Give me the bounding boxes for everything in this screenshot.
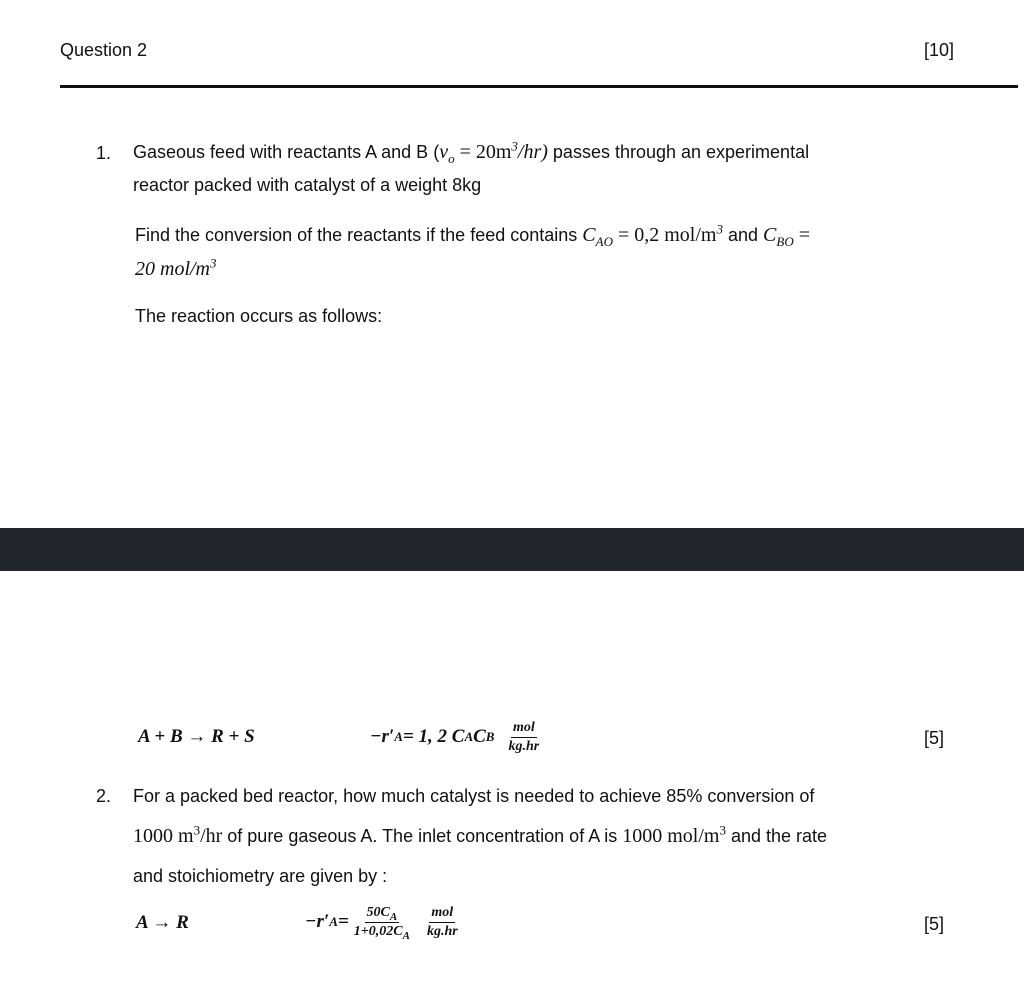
q2-line1: For a packed bed reactor, how much catalyst is needed to achieve 85% conversion of [133, 786, 815, 806]
q2-line2-mid: of pure gaseous A. The inlet concentration of A is [222, 826, 623, 846]
q2-flow-unit: /hr [200, 825, 223, 847]
header-divider [60, 85, 1018, 88]
q1-unit-fraction [506, 720, 541, 755]
q1-number: 1. [96, 143, 112, 163]
q1-line1-post: passes through an experimental [547, 142, 810, 162]
cb0-exp: 3 [210, 255, 217, 271]
cb0-eq: = [793, 224, 810, 246]
q2-rate-lhs: −r′ [305, 911, 330, 932]
q1-line1-pre: Gaseous feed with reactants A and B ( [133, 142, 440, 162]
q1-reaction-intro: The reaction occurs as follows: [135, 306, 383, 326]
q2-line3: and stoichiometry are given by : [133, 866, 388, 886]
q1-find-line [135, 221, 810, 249]
question-title: Question 2 [60, 40, 148, 60]
q2-frac-num-sub: A [389, 910, 398, 923]
ca0-symbol: C [582, 224, 596, 246]
v0-value: = 20m [454, 141, 512, 163]
dark-band [0, 528, 1024, 571]
total-marks: [10] [924, 40, 955, 60]
q2-frac-den: 1+0,02C [353, 923, 403, 939]
ca0-sub: AO [595, 234, 613, 249]
q2-unit-num: mol [429, 905, 455, 923]
q2-frac-den-sub: A [402, 929, 410, 942]
q1-line2: reactor packed with catalyst of a weight 8kg [133, 175, 482, 195]
q2-flow: 1000 m [133, 825, 194, 847]
q2-flow-exp: 3 [193, 822, 201, 838]
q1-unit-num: mol [511, 720, 537, 738]
cb0-sub: BO [776, 234, 794, 249]
q1-marks: [5] [924, 728, 945, 748]
q1-rate-cb: C [473, 726, 486, 747]
and-word: and [722, 225, 764, 245]
q1-line1 [133, 138, 810, 166]
q2-rate-fraction [352, 905, 412, 940]
q2-unit-fraction [425, 905, 460, 940]
q1-reaction: A + B → R + S [138, 726, 255, 747]
q1-unit-den: kg.hr [508, 738, 540, 754]
q2-conc-exp: 3 [719, 822, 726, 838]
q2-unit-den: kg.hr [426, 923, 458, 939]
q2-rate-expression: −r′ A = $\frac{50C_A}{1+0,02C_A}$ $\frac{\text{mol}}{kg.hr}$ [305, 904, 458, 942]
cb0-value: 20 mol/m [135, 258, 210, 280]
q2-marks: [5] [924, 914, 945, 934]
cb0-value-line [135, 255, 217, 281]
v0-symbol: v [439, 141, 449, 163]
ca0-exp: 3 [716, 221, 723, 237]
q1-rate-expression: −r′ A = 1, 2 C A C B $\frac{\text{mol}}{kg.hr}$ [370, 719, 540, 754]
q2-rate-eq: = [337, 911, 349, 932]
v0-unit: /hr) [517, 141, 548, 163]
cb0-symbol: C [763, 224, 777, 246]
q2-conc: 1000 mol/m [622, 825, 720, 847]
v0-sub: o [448, 151, 455, 166]
q1-rate-rhs: = 1, 2 C [402, 726, 465, 747]
q2-reaction: A → R [136, 912, 189, 933]
q2-line2 [133, 822, 828, 848]
ca0-value: = 0,2 mol/m [612, 224, 717, 246]
q1-rate-lhs: −r′ [370, 726, 395, 747]
q2-frac-num: 50C [366, 904, 390, 920]
v0-exp: 3 [511, 138, 518, 154]
q2-number: 2. [96, 786, 112, 806]
q1-find-pre: Find the conversion of the reactants if the feed contains [135, 225, 583, 245]
q2-line2-post: and the rate [725, 826, 828, 846]
